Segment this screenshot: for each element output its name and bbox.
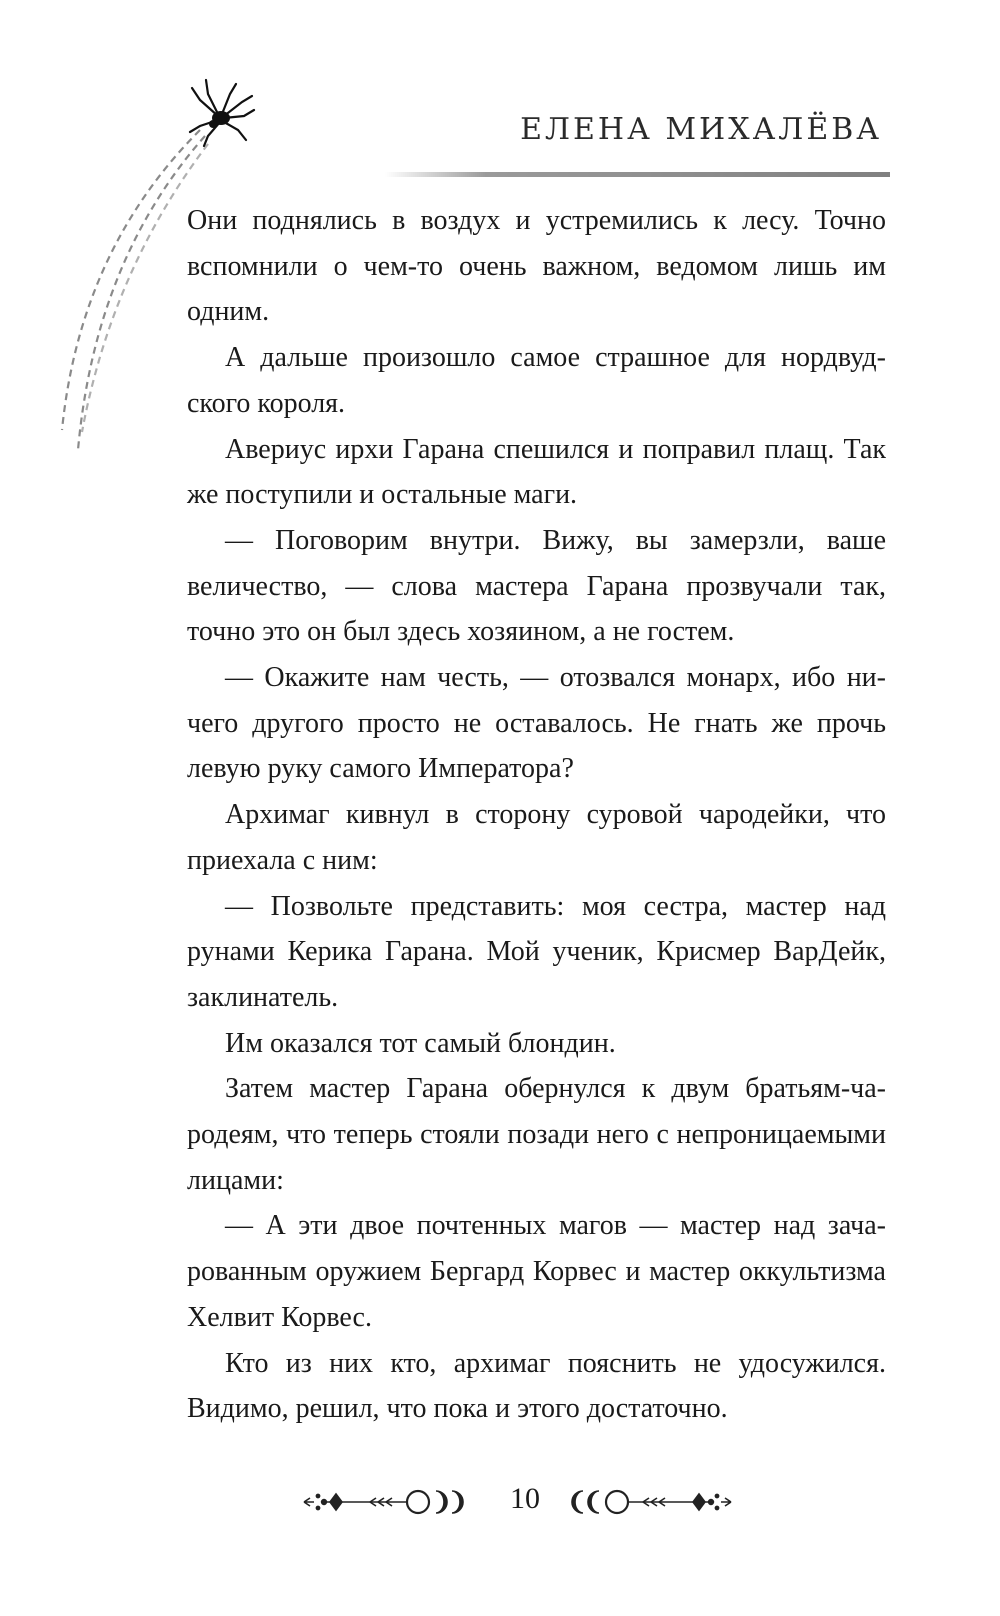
paragraph: А дальше произошло самое страшное для нордвудского короля. <box>187 342 886 419</box>
paragraph: — Поговорим внутри. Вижу, вы замерзли, ваше величество, — слова мастера Гарана прозвучали так, точно это он был здесь хозяином, а не гостем. <box>187 524 886 648</box>
page-footer <box>300 1480 750 1526</box>
page-number: 10 <box>510 1482 540 1515</box>
paragraph: — Позвольте представить: моя сестра, мастер над рунами Керика Гарана. Мой ученик, Крисмер ВарДейк, заклинатель. <box>187 890 886 1013</box>
paragraph: — Окажите нам честь, — отозвался монарх, ибо ничего другого просто не оставалось. Не гнать же прочь левую руку самого Императора? <box>187 662 886 785</box>
running-header-author: ЕЛЕНА МИХАЛЁВА <box>520 112 882 147</box>
paragraph: Авериус ирхи Гарана спешился и поправил плащ. Так же поступили и остальные маги. <box>187 433 886 511</box>
paragraph: Они поднялись в воздух и устремились к лесу. Точно вспомнили о чем-то очень важном, ведомом лишь им одним. <box>187 205 886 328</box>
paragraph: — А эти двое почтенных магов — мастер над зачарованным оружием Бергард Корвес и мастер оккультизма Хелвит Корвес. <box>187 1210 886 1333</box>
paragraph: Им оказался тот самый блондин. <box>225 1027 616 1059</box>
header-rule <box>385 172 890 177</box>
paragraph: Архимаг кивнул в сторону суровой чародейки, что приехала с ним: <box>187 799 886 876</box>
paragraph: Кто из них кто, архимаг пояснить не удосужился. Видимо, решил, что пока и этого достаточно. <box>187 1347 886 1425</box>
right-moon-ornament-icon <box>560 1480 735 1526</box>
body-text <box>187 198 886 1432</box>
left-moon-ornament-icon <box>300 1480 475 1526</box>
paragraph: Затем мастер Гарана обернулся к двум братьям-чародеям, что теперь стояли позади него с непроницаемыми лицами: <box>187 1073 886 1196</box>
